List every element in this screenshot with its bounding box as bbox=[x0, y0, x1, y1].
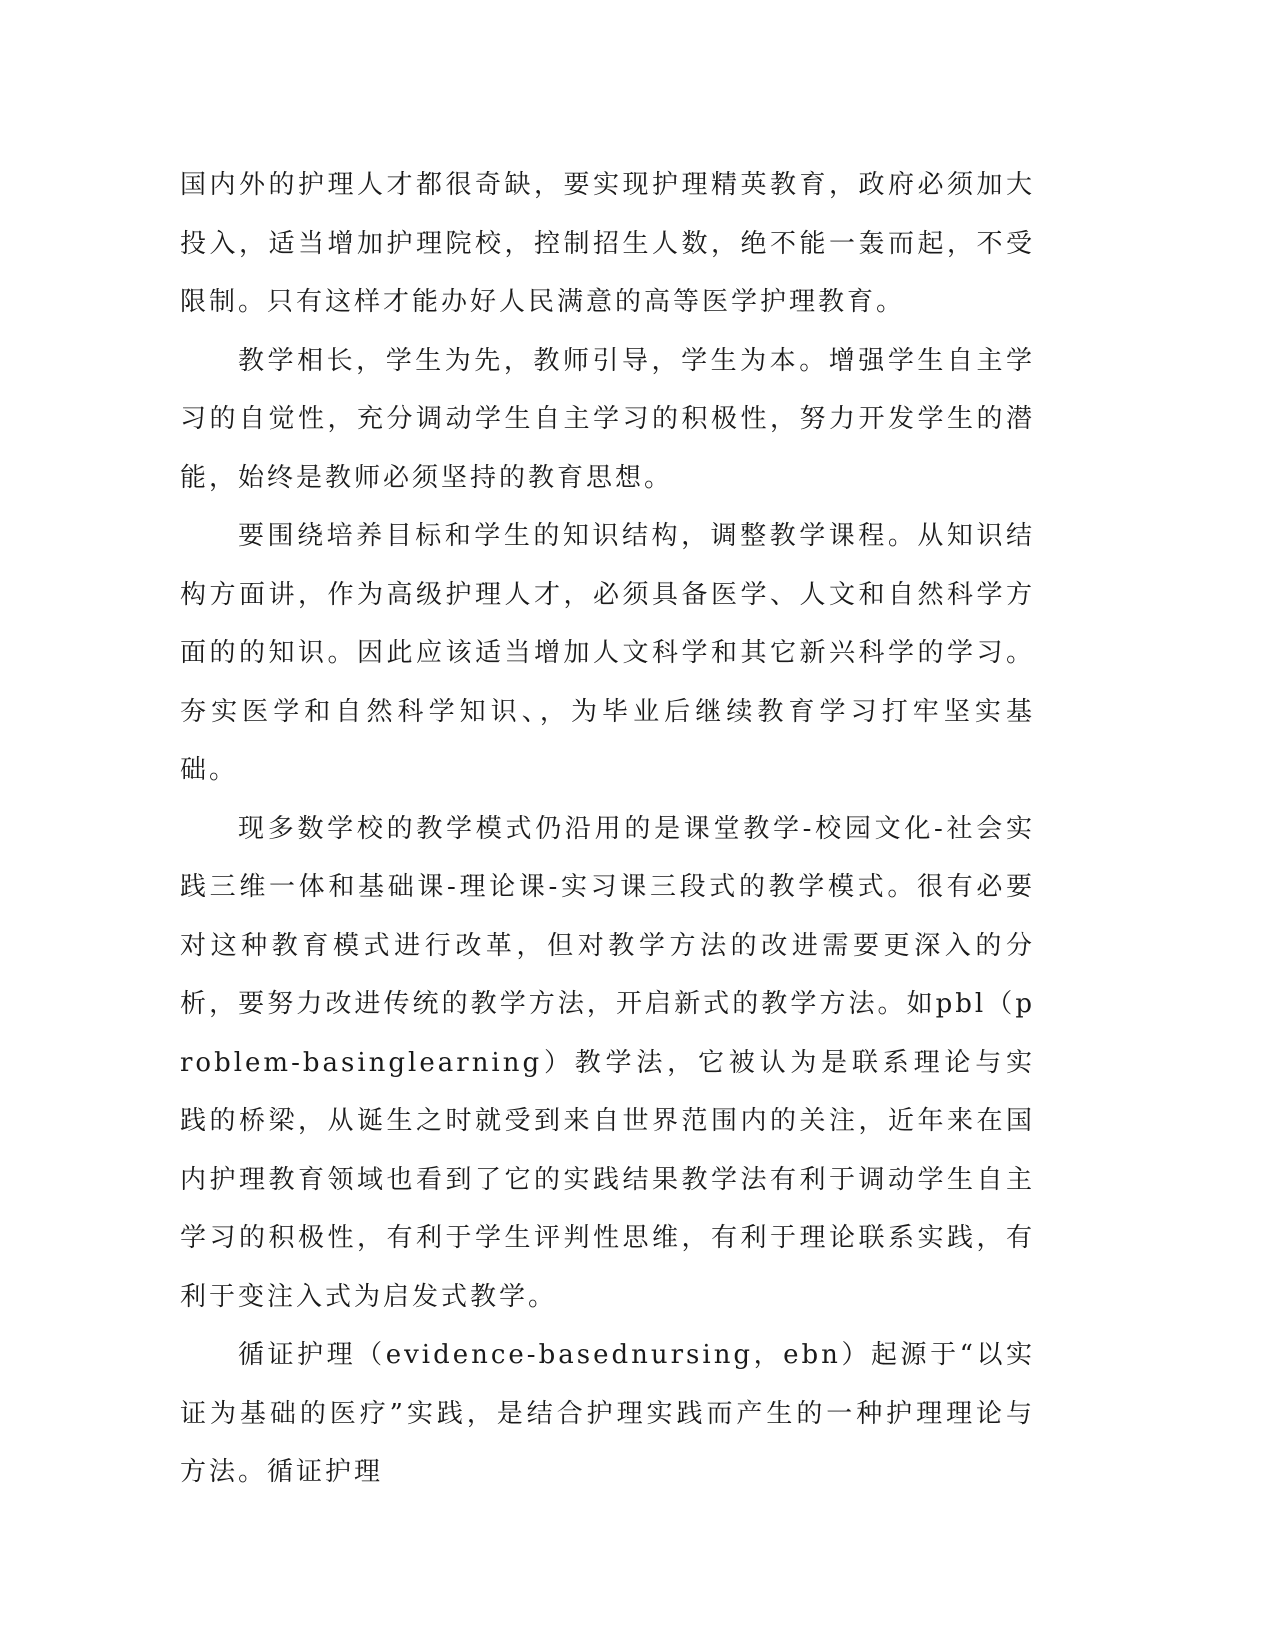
paragraph-3: 要围绕培养目标和学生的知识结构，调整教学课程。从知识结构方面讲，作为高级护理人才，必须具备医学、人文和自然科学方面的的知识。因此应该适当增加人文科学和其它新兴科学的学习。夯实医学和自然科学知识、，为毕业后继续教育学习打牢坚实基础。 bbox=[180, 521, 1035, 785]
paragraph-4: 现多数学校的教学模式仍沿用的是课堂教学-校园文化-社会实践三维一体和基础课-理论课-实习课三段式的教学模式。很有必要对这种教育模式进行改革，但对教学方法的改进需要更深入的分析，要努力改进传统的教学方法，开启新式的教学方法。如pbl（problem-basinglearning）教学法，它被认为是联系理论与实践的桥梁，从诞生之时就受到来自世界范围内的关注，近年来在国内护理教育领域也看到了它的实践结果教学法有利于调动学生自主学习的积极性，有利于学生评判性思维，有利于理论联系实践，有利于变注入式为启发式教学。 bbox=[180, 813, 1035, 1312]
paragraph-2: 教学相长，学生为先，教师引导，学生为本。增强学生自主学习的自觉性，充分调动学生自主学习的积极性，努力开发学生的潜能，始终是教师必须坚持的教育思想。 bbox=[180, 345, 1035, 493]
paragraph-5: 循证护理（evidence-basednursing，ebn）起源于“以实证为基础的医疗”实践，是结合护理实践而产生的一种护理理论与方法。循证护理 bbox=[180, 1340, 1035, 1487]
body-text bbox=[180, 156, 1035, 1502]
paragraph-1: 国内外的护理人才都很奇缺，要实现护理精英教育，政府必须加大投入，适当增加护理院校，控制招生人数，绝不能一轰而起，不受限制。只有这样才能办好人民满意的高等医学护理教育。 bbox=[180, 170, 1035, 317]
